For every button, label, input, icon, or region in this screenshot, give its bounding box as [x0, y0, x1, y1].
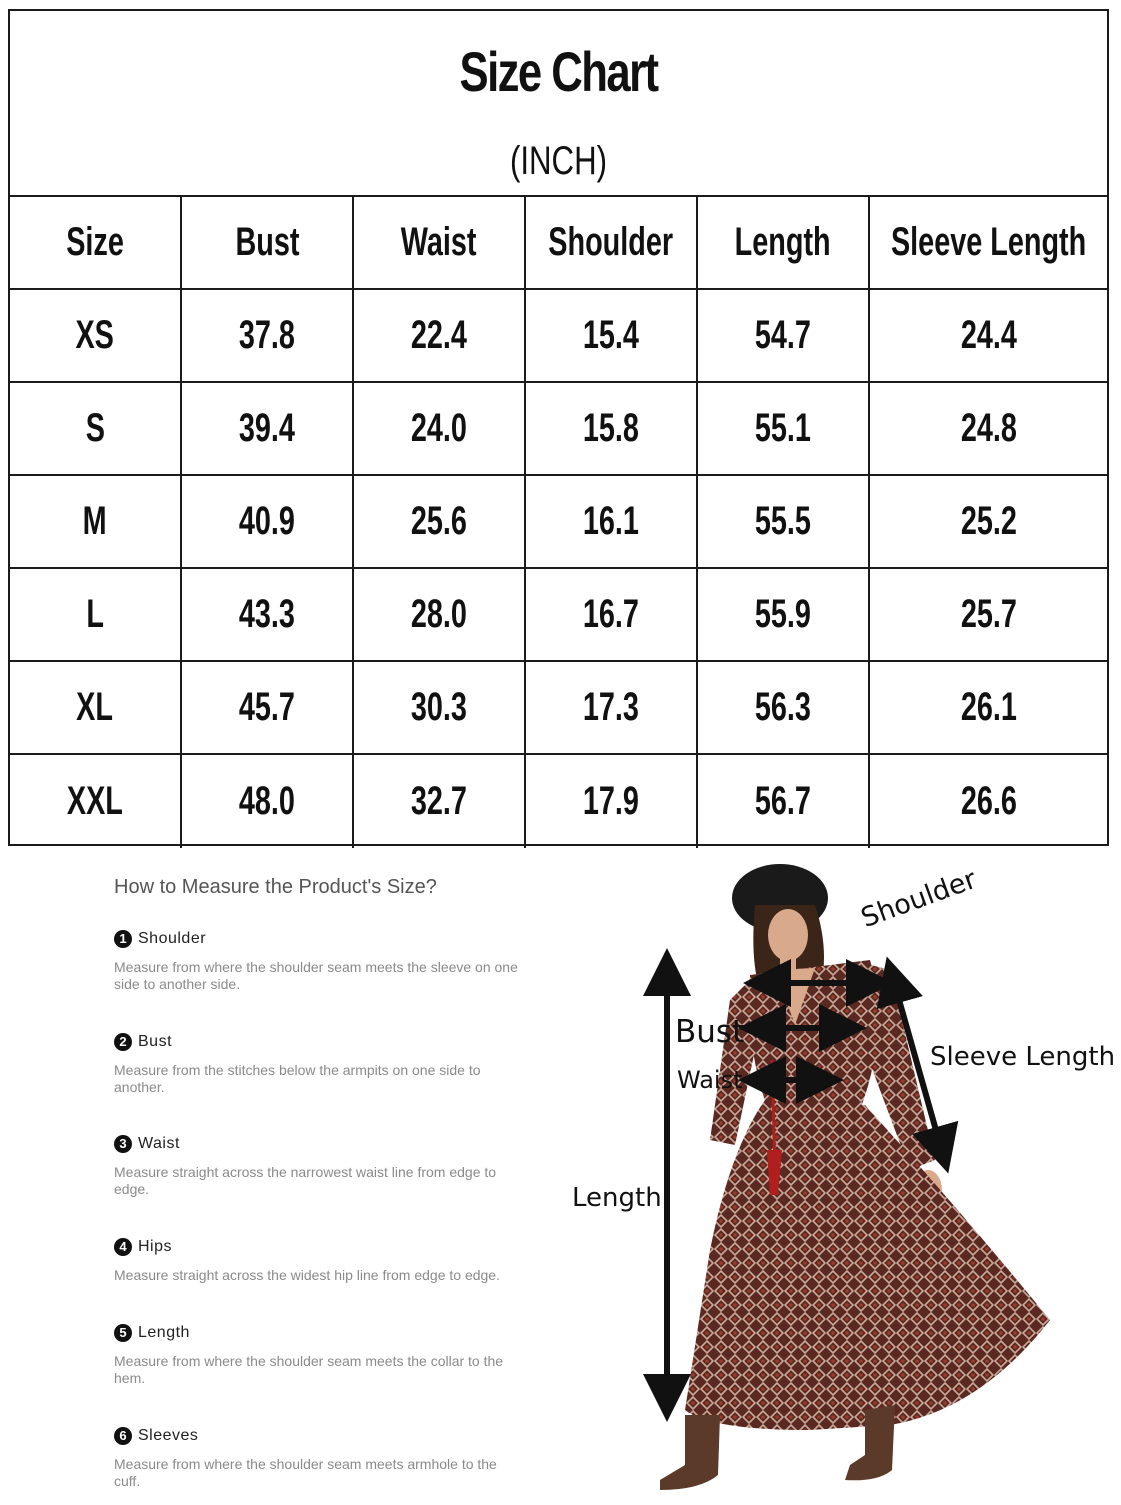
table-cell — [10, 755, 182, 848]
size-chart-table — [8, 9, 1109, 846]
size-chart-title: Size Chart — [459, 40, 658, 103]
number-badge-icon: 2 — [114, 1033, 132, 1051]
table-cell-text: 28.0 — [410, 592, 468, 636]
table-cell-text: 24.4 — [960, 313, 1017, 357]
size-chart-column-header-row — [10, 197, 1107, 290]
table-cell — [182, 662, 354, 753]
table-cell-text: 32.7 — [410, 779, 468, 823]
measure-item-description: Measure from the stitches below the armpits on one side to another. — [114, 1062, 481, 1096]
table-cell-text: 54.7 — [754, 313, 812, 357]
table-cell — [10, 383, 182, 474]
waist-label: Waist — [677, 1066, 743, 1094]
boot-icon — [660, 1415, 720, 1490]
table-cell — [354, 383, 526, 474]
size-chart-unit: (INCH) — [509, 139, 608, 183]
table-cell — [354, 290, 526, 381]
table-cell — [10, 476, 182, 567]
table-cell — [870, 290, 1107, 381]
measure-item — [114, 930, 524, 993]
column-header-text: Bust — [234, 220, 299, 264]
column-header — [354, 197, 526, 288]
table-cell-text: 55.1 — [754, 406, 812, 450]
face-icon — [768, 909, 808, 961]
measure-item-description: Measure from where the shoulder seam meets armhole to the cuff. — [114, 1456, 497, 1490]
table-cell-text: L — [86, 592, 104, 636]
column-header-text: Length — [735, 220, 831, 264]
table-cell — [698, 476, 870, 567]
column-header-text: Shoulder — [548, 220, 674, 264]
table-cell-text: 55.5 — [754, 499, 812, 543]
table-cell-text: 17.9 — [582, 779, 640, 823]
table-cell-text: 43.3 — [238, 592, 296, 636]
table-cell — [698, 383, 870, 474]
measure-item-name: Hips — [138, 1238, 173, 1255]
column-header-text: Waist — [401, 220, 477, 264]
column-header-text: Size — [66, 220, 124, 264]
model-figure — [560, 850, 1121, 1500]
table-cell-text: 24.8 — [960, 406, 1017, 450]
column-header — [526, 197, 698, 288]
measure-item-description: Measure from where the shoulder seam meets the sleeve on one side to another side. — [114, 959, 518, 993]
sleeve-length-label: Sleeve Length — [930, 1042, 1116, 1072]
table-cell — [870, 569, 1107, 660]
table-cell — [526, 290, 698, 381]
number-badge-icon: 5 — [114, 1324, 132, 1342]
size-chart-header — [10, 11, 1107, 197]
column-header — [870, 197, 1107, 288]
table-cell-text: 25.2 — [960, 499, 1017, 543]
table-cell-text: 17.3 — [582, 685, 640, 729]
table-cell — [182, 476, 354, 567]
size-chart-row — [10, 383, 1107, 476]
table-cell — [354, 662, 526, 753]
table-cell-text: 56.3 — [754, 685, 812, 729]
number-badge-icon: 1 — [114, 930, 132, 948]
table-cell-text: 16.7 — [582, 592, 640, 636]
column-header — [182, 197, 354, 288]
table-cell — [870, 383, 1107, 474]
measure-item-name: Sleeves — [138, 1427, 199, 1444]
measure-item — [114, 1427, 524, 1490]
table-cell-text: 26.6 — [960, 779, 1017, 823]
table-cell — [182, 755, 354, 848]
size-chart-row — [10, 755, 1107, 848]
number-badge-icon: 6 — [114, 1427, 132, 1445]
table-cell — [182, 569, 354, 660]
table-cell — [870, 662, 1107, 753]
number-badge-icon: 4 — [114, 1238, 132, 1256]
table-cell-text: 48.0 — [238, 779, 296, 823]
table-cell-text: 16.1 — [582, 499, 640, 543]
measure-item-name: Bust — [138, 1033, 173, 1050]
table-cell — [870, 476, 1107, 567]
length-label: Length — [572, 1183, 662, 1213]
table-cell — [354, 569, 526, 660]
model-illustration — [560, 850, 1121, 1500]
table-cell — [698, 569, 870, 660]
size-chart-row — [10, 569, 1107, 662]
table-cell — [182, 383, 354, 474]
table-cell-text: 15.4 — [582, 313, 640, 357]
measure-item-name: Waist — [138, 1135, 180, 1152]
measure-item-name: Length — [138, 1324, 190, 1341]
table-cell-text: 39.4 — [238, 406, 296, 450]
table-cell — [182, 290, 354, 381]
table-cell — [698, 755, 870, 848]
shoulder-label: Shoulder — [857, 863, 981, 935]
table-cell — [526, 569, 698, 660]
measure-item-name: Shoulder — [138, 930, 207, 947]
table-cell-text: 24.0 — [410, 406, 468, 450]
how-to-measure-heading: How to Measure the Product's Size? — [114, 876, 437, 898]
column-header-text: Sleeve Length — [890, 220, 1087, 264]
size-chart-row — [10, 662, 1107, 755]
table-cell — [526, 383, 698, 474]
table-cell — [354, 755, 526, 848]
measure-item-description: Measure straight across the widest hip line from edge to edge. — [114, 1267, 500, 1284]
measure-item-description: Measure from where the shoulder seam meets the collar to the hem. — [114, 1353, 504, 1387]
table-cell — [10, 290, 182, 381]
table-cell-text: 45.7 — [238, 685, 296, 729]
table-cell-text: XL — [76, 685, 114, 729]
table-cell-text: 26.1 — [960, 685, 1017, 729]
measure-item — [114, 1238, 524, 1284]
size-chart-row — [10, 476, 1107, 569]
table-cell-text: 15.8 — [582, 406, 640, 450]
bust-label: Bust — [675, 1014, 745, 1050]
table-cell-text: XS — [75, 313, 115, 357]
table-cell — [698, 290, 870, 381]
column-header — [698, 197, 870, 288]
measure-item — [114, 1324, 524, 1387]
table-cell — [526, 662, 698, 753]
measure-item-description: Measure straight across the narrowest waist line from edge to edge. — [114, 1164, 497, 1198]
table-cell-text: 40.9 — [238, 499, 296, 543]
table-cell — [870, 755, 1107, 848]
measure-item — [114, 1033, 524, 1096]
table-cell — [698, 662, 870, 753]
table-cell-text: 30.3 — [410, 685, 468, 729]
table-cell-text: 56.7 — [754, 779, 812, 823]
size-chart-row — [10, 290, 1107, 383]
table-cell-text: 37.8 — [238, 313, 296, 357]
table-cell — [526, 476, 698, 567]
table-cell-text: 22.4 — [410, 313, 468, 357]
table-cell-text: XXL — [66, 779, 123, 823]
table-cell — [10, 569, 182, 660]
table-cell — [10, 662, 182, 753]
table-cell-text: 25.6 — [410, 499, 468, 543]
table-cell-text: 25.7 — [960, 592, 1017, 636]
table-cell-text: M — [82, 499, 107, 543]
table-cell — [526, 755, 698, 848]
table-cell-text: 55.9 — [754, 592, 812, 636]
number-badge-icon: 3 — [114, 1135, 132, 1153]
column-header — [10, 197, 182, 288]
measure-item — [114, 1135, 524, 1198]
table-cell-text: S — [85, 406, 105, 450]
table-cell — [354, 476, 526, 567]
